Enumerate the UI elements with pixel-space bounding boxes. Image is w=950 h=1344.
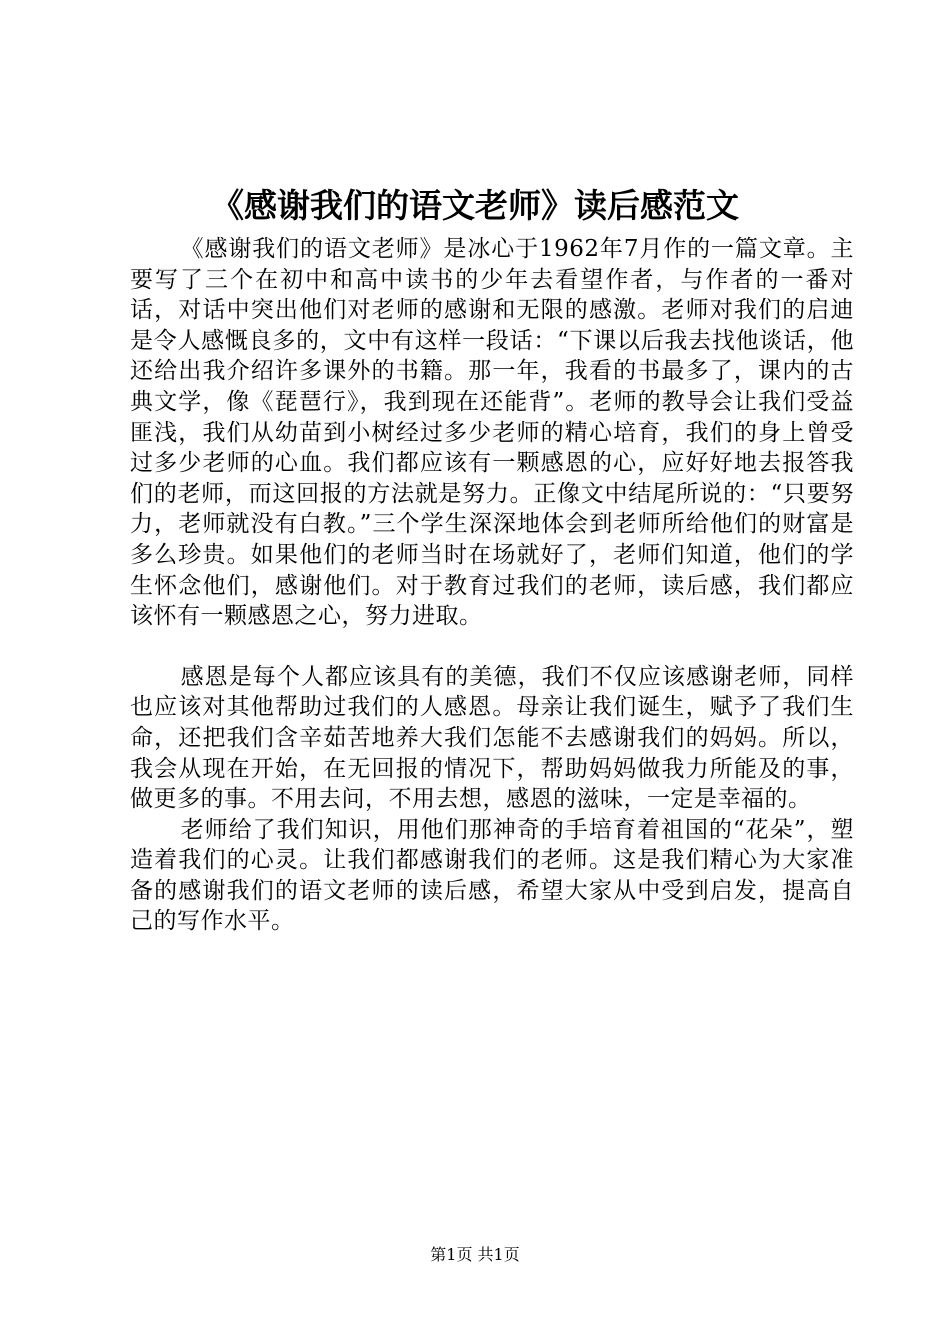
body-paragraph-1: 《感谢我们的语文老师》是冰心于1962年7月作的一篇文章。主要写了三个在初中和高中读书的少年去看望作者，与作者的一番对话，对话中突出他们对老师的感谢和无限的感激。老师对我们的启迪是令人感慨良多的，文中有这样一段话：“下课以后我去找他谈话，他还给出我介绍许多课外的书籍。那一年，我看的书最多了，课内的古典文学，像《琵琶行》，我到现在还能背”。老师的教导会让我们受益匪浅，我们从幼苗到小树经过多少老师的精心培育，我们的身上曾受过多少老师的心血。我们都应该有一颗感恩的心，应好好地去报答我们的老师，而这回报的方法就是努力。正像文中结尾所说的：“只要努力，老师就没有白教。”三个学生深深地体会到老师所给他们的财富是多么珍贵。如果他们的老师当时在场就好了，老师们知道，他们的学生怀念他们，感谢他们。对于教育过我们的老师，读后感，我们都应该怀有一颗感恩之心，努力进取。 — [130, 236, 854, 630]
body-paragraph-2: 感恩是每个人都应该具有的美德，我们不仅应该感谢老师，同样也应该对其他帮助过我们的人感恩。母亲让我们诞生，赋予了我们生命，还把我们含辛茹苦地养大我们怎能不去感谢我们的妈妈。所以，我会从现在开始，在无回报的情况下，帮助妈妈做我力所能及的事，做更多的事。不用去问，不用去想，感恩的滋味，一定是幸福的。 — [130, 663, 854, 813]
page-footer: 第1页 共1页 — [430, 1245, 520, 1264]
document-title: 《感谢我们的语文老师》读后感范文 — [211, 186, 739, 225]
body-paragraph-3: 老师给了我们知识，用他们那神奇的手培育着祖国的“花朵”，塑造着我们的心灵。让我们都感谢我们的老师。这是我们精心为大家准备的感谢我们的语文老师的读后感，希望大家从中受到启发，提高自己的写作水平。 — [130, 816, 854, 935]
paragraph-gap — [130, 632, 854, 662]
document-body — [130, 234, 854, 937]
